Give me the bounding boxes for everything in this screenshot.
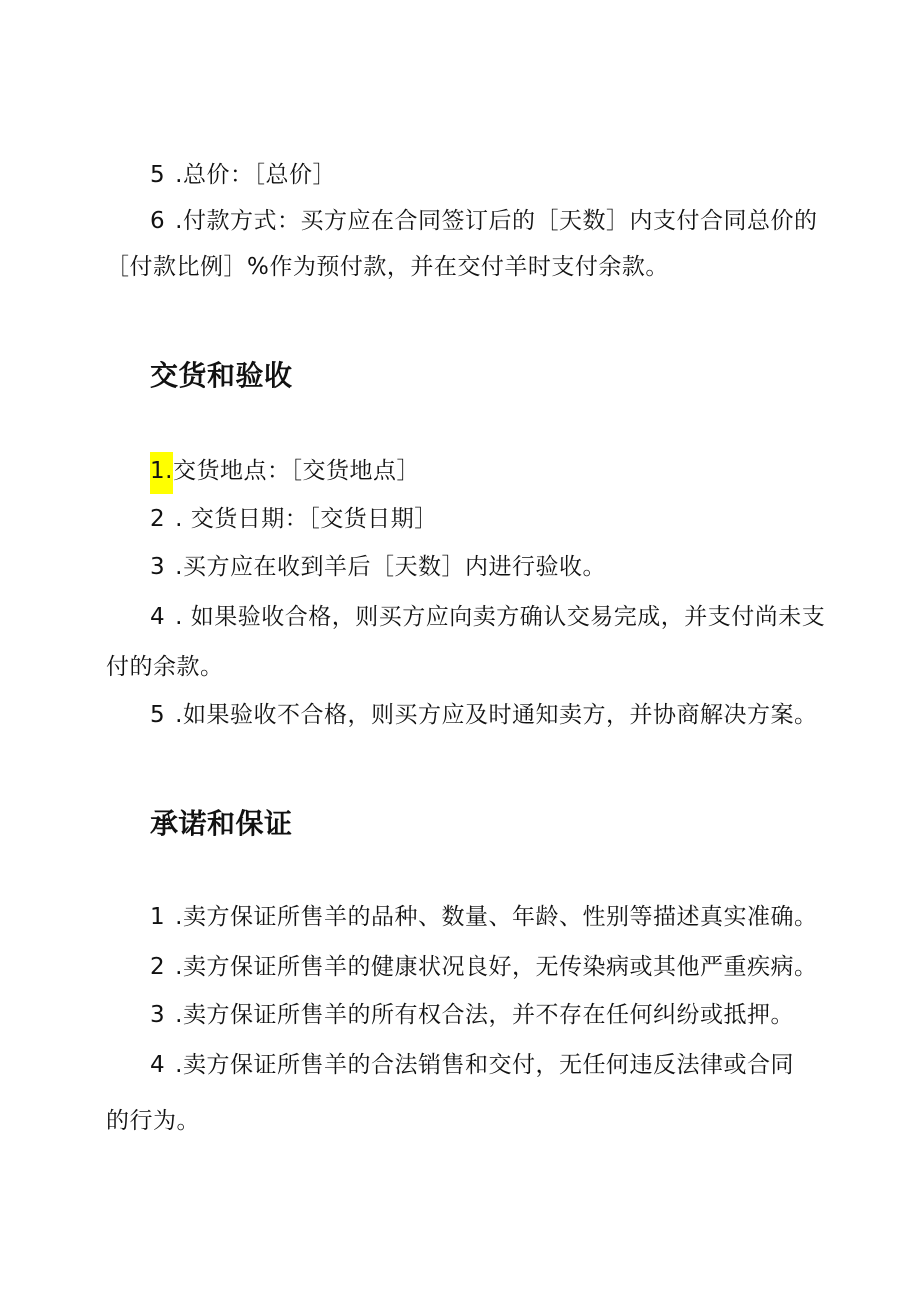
- warranty-item-4-line1: [150, 1050, 794, 1080]
- list-item-text: . 如果验收合格，则买方应向卖方确认交易完成，并支付尚未支: [175, 604, 826, 630]
- list-number: 5: [150, 162, 166, 188]
- delivery-item-2: [150, 504, 438, 534]
- list-item-text: .卖方保证所售羊的所有权合法，并不存在任何纠纷或抵押。: [175, 1002, 794, 1028]
- warranty-item-2: [150, 952, 817, 982]
- list-item-text: .卖方保证所售羊的健康状况良好，无传染病或其他严重疾病。: [175, 954, 818, 980]
- payment-item-6-line2: [106, 252, 669, 282]
- list-number: 4: [150, 604, 166, 630]
- list-number: 1: [150, 904, 166, 930]
- list-item-text: .付款方式：买方应在合同签订后的［天数］内支付合同总价的: [175, 208, 818, 234]
- list-item-text: 的行为。: [106, 1108, 200, 1134]
- section-heading-delivery: 交货和验收: [150, 359, 293, 392]
- list-item-text: .总价：［总价］: [175, 162, 336, 188]
- list-item-text: 付的余款。: [106, 654, 224, 680]
- list-number: 3: [150, 1002, 166, 1028]
- payment-item-6-line1: [150, 206, 817, 236]
- payment-item-5: [150, 160, 336, 190]
- list-number: 5: [150, 702, 166, 728]
- list-number: 3: [150, 554, 166, 580]
- delivery-item-4-line2: [106, 652, 224, 682]
- list-number: 4: [150, 1052, 166, 1078]
- delivery-item-3: [150, 552, 606, 582]
- delivery-item-4-line1: [150, 602, 825, 632]
- list-item-text: .买方应在收到羊后［天数］内进行验收。: [175, 554, 606, 580]
- list-item-text: . 交货日期：［交货日期］: [175, 506, 438, 532]
- delivery-item-5: [150, 700, 817, 730]
- highlighted-list-number: 1.: [150, 452, 173, 494]
- list-item-text: ［付款比例］%作为预付款，并在交付羊时支付余款。: [106, 254, 669, 280]
- list-item-text: 交货地点：［交货地点］: [172, 458, 420, 484]
- section-heading-warranty: 承诺和保证: [150, 807, 293, 840]
- list-number: 2: [150, 954, 166, 980]
- warranty-item-4-line2: [106, 1106, 200, 1136]
- list-item-text: .如果验收不合格，则买方应及时通知卖方，并协商解决方案。: [175, 702, 818, 728]
- list-item-text: .卖方保证所售羊的品种、数量、年龄、性别等描述真实准确。: [175, 904, 818, 930]
- warranty-item-3: [150, 1000, 794, 1030]
- warranty-item-1: [150, 902, 817, 932]
- delivery-item-1: [150, 456, 420, 486]
- list-number: 6: [150, 208, 166, 234]
- list-number: 2: [150, 506, 166, 532]
- list-item-text: .卖方保证所售羊的合法销售和交付，无任何违反法律或合同: [175, 1052, 794, 1078]
